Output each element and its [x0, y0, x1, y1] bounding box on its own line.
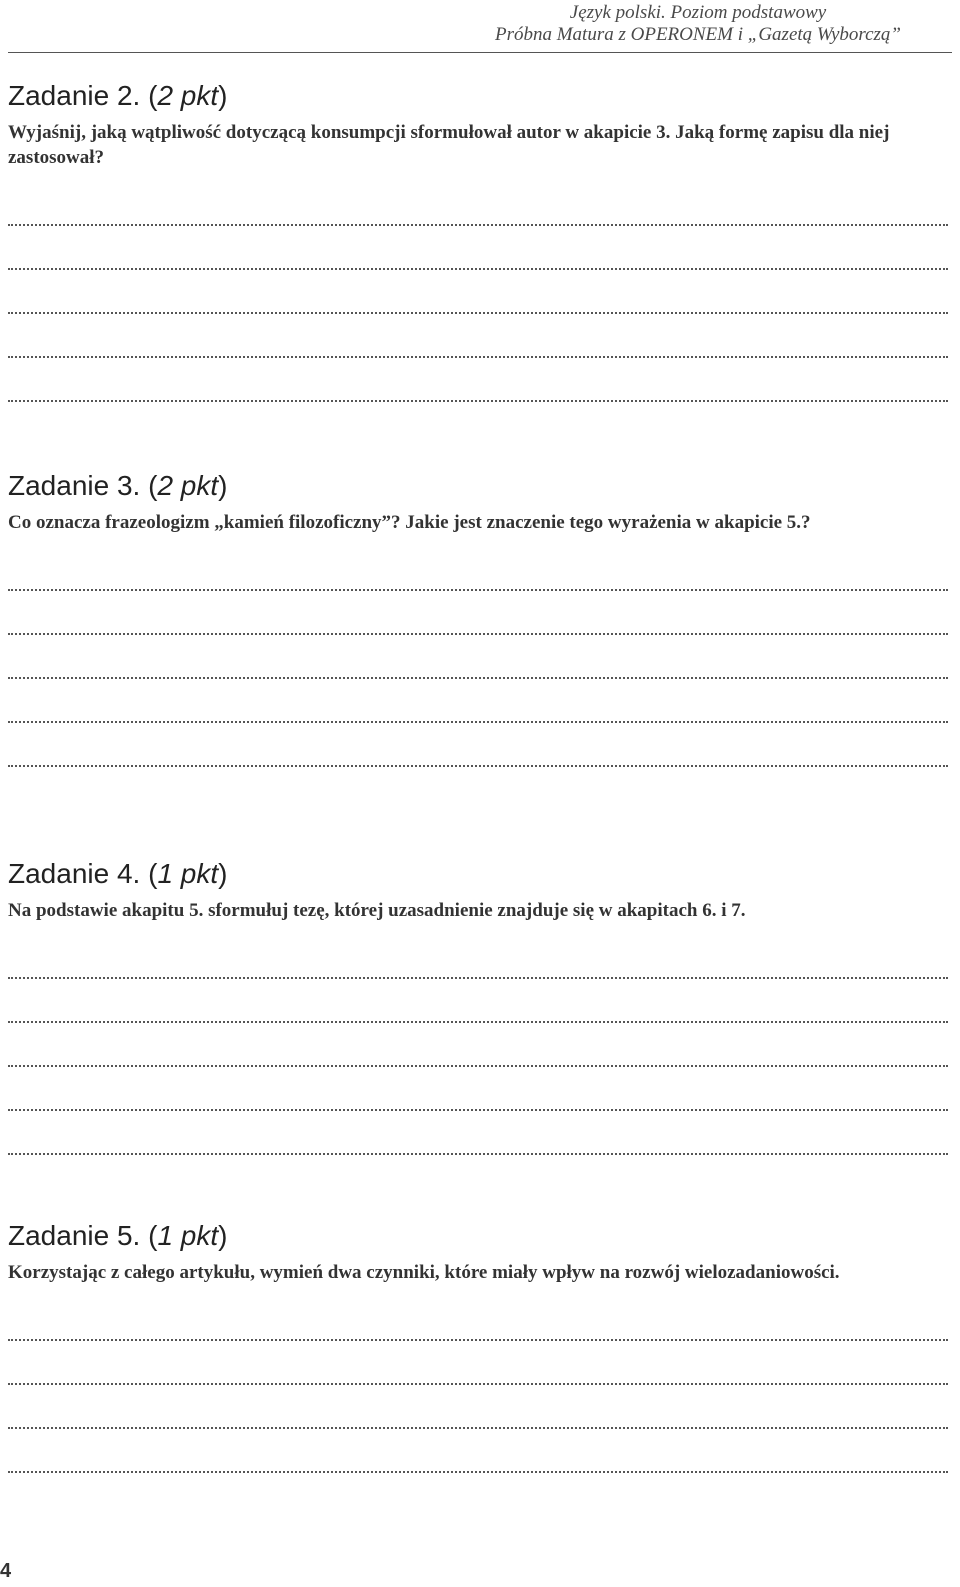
task-4	[8, 858, 952, 1165]
task-number: Zadanie 4.	[8, 858, 141, 889]
task-question: Co oznacza frazeologizm „kamień filozoficzny”? Jakie jest znaczenie tego wyrażenia w akapicie 5.?	[8, 512, 811, 533]
task-question: Na podstawie akapitu 5. sformułuj tezę, której uzasadnienie znajduje się w akapitach 6. i 7.	[8, 900, 746, 921]
page-number: 4	[0, 1560, 12, 1582]
task-points: 1 pkt	[157, 858, 219, 889]
task-question: Wyjaśnij, jaką wątpliwość dotyczącą konsumpcji sformułował autor w akapicie 3. Jaką formę zapisu dla niej zastosował?	[8, 122, 890, 168]
header-subject: Język polski. Poziom podstawowy	[569, 2, 827, 23]
answer-line[interactable]	[8, 601, 952, 645]
task-title: Zadanie 4. (1 pkt)	[8, 858, 228, 889]
answer-line[interactable]	[8, 1351, 952, 1395]
header-exam-title: Próbna Matura z OPERONEM i „Gazetą Wyborczą”	[494, 24, 902, 45]
answer-line[interactable]	[8, 1307, 952, 1351]
task-question: Korzystając z całego artykułu, wymień dwa czynniki, które miały wpływ na rozwój wielozadaniowości.	[8, 1262, 840, 1283]
task-number: Zadanie 5.	[8, 1220, 141, 1251]
task-title: Zadanie 5. (1 pkt)	[8, 1220, 228, 1251]
answer-area[interactable]	[8, 1307, 952, 1483]
answer-line[interactable]	[8, 1395, 952, 1439]
task-title: Zadanie 2. (2 pkt)	[8, 80, 228, 111]
answer-line[interactable]	[8, 733, 952, 777]
answer-line[interactable]	[8, 1077, 952, 1121]
answer-line[interactable]	[8, 192, 952, 236]
task-3	[8, 470, 952, 777]
answer-line[interactable]	[8, 689, 952, 733]
answer-line[interactable]	[8, 989, 952, 1033]
task-number: Zadanie 2.	[8, 80, 141, 111]
answer-line[interactable]	[8, 645, 952, 689]
answer-line[interactable]	[8, 236, 952, 280]
answer-line[interactable]	[8, 280, 952, 324]
answer-line[interactable]	[8, 557, 952, 601]
answer-area[interactable]	[8, 945, 952, 1165]
task-points: 2 pkt	[157, 470, 219, 501]
answer-line[interactable]	[8, 324, 952, 368]
answer-line[interactable]	[8, 1033, 952, 1077]
page-header	[448, 2, 948, 46]
task-2	[8, 80, 952, 412]
task-points: 2 pkt	[157, 80, 219, 111]
task-points: 1 pkt	[157, 1220, 219, 1251]
answer-line[interactable]	[8, 1121, 952, 1165]
answer-area[interactable]	[8, 192, 952, 412]
task-number: Zadanie 3.	[8, 470, 141, 501]
answer-line[interactable]	[8, 945, 952, 989]
answer-area[interactable]	[8, 557, 952, 777]
task-title: Zadanie 3. (2 pkt)	[8, 470, 228, 501]
answer-line[interactable]	[8, 1439, 952, 1483]
header-divider	[8, 52, 952, 53]
answer-line[interactable]	[8, 368, 952, 412]
task-5	[8, 1220, 952, 1483]
